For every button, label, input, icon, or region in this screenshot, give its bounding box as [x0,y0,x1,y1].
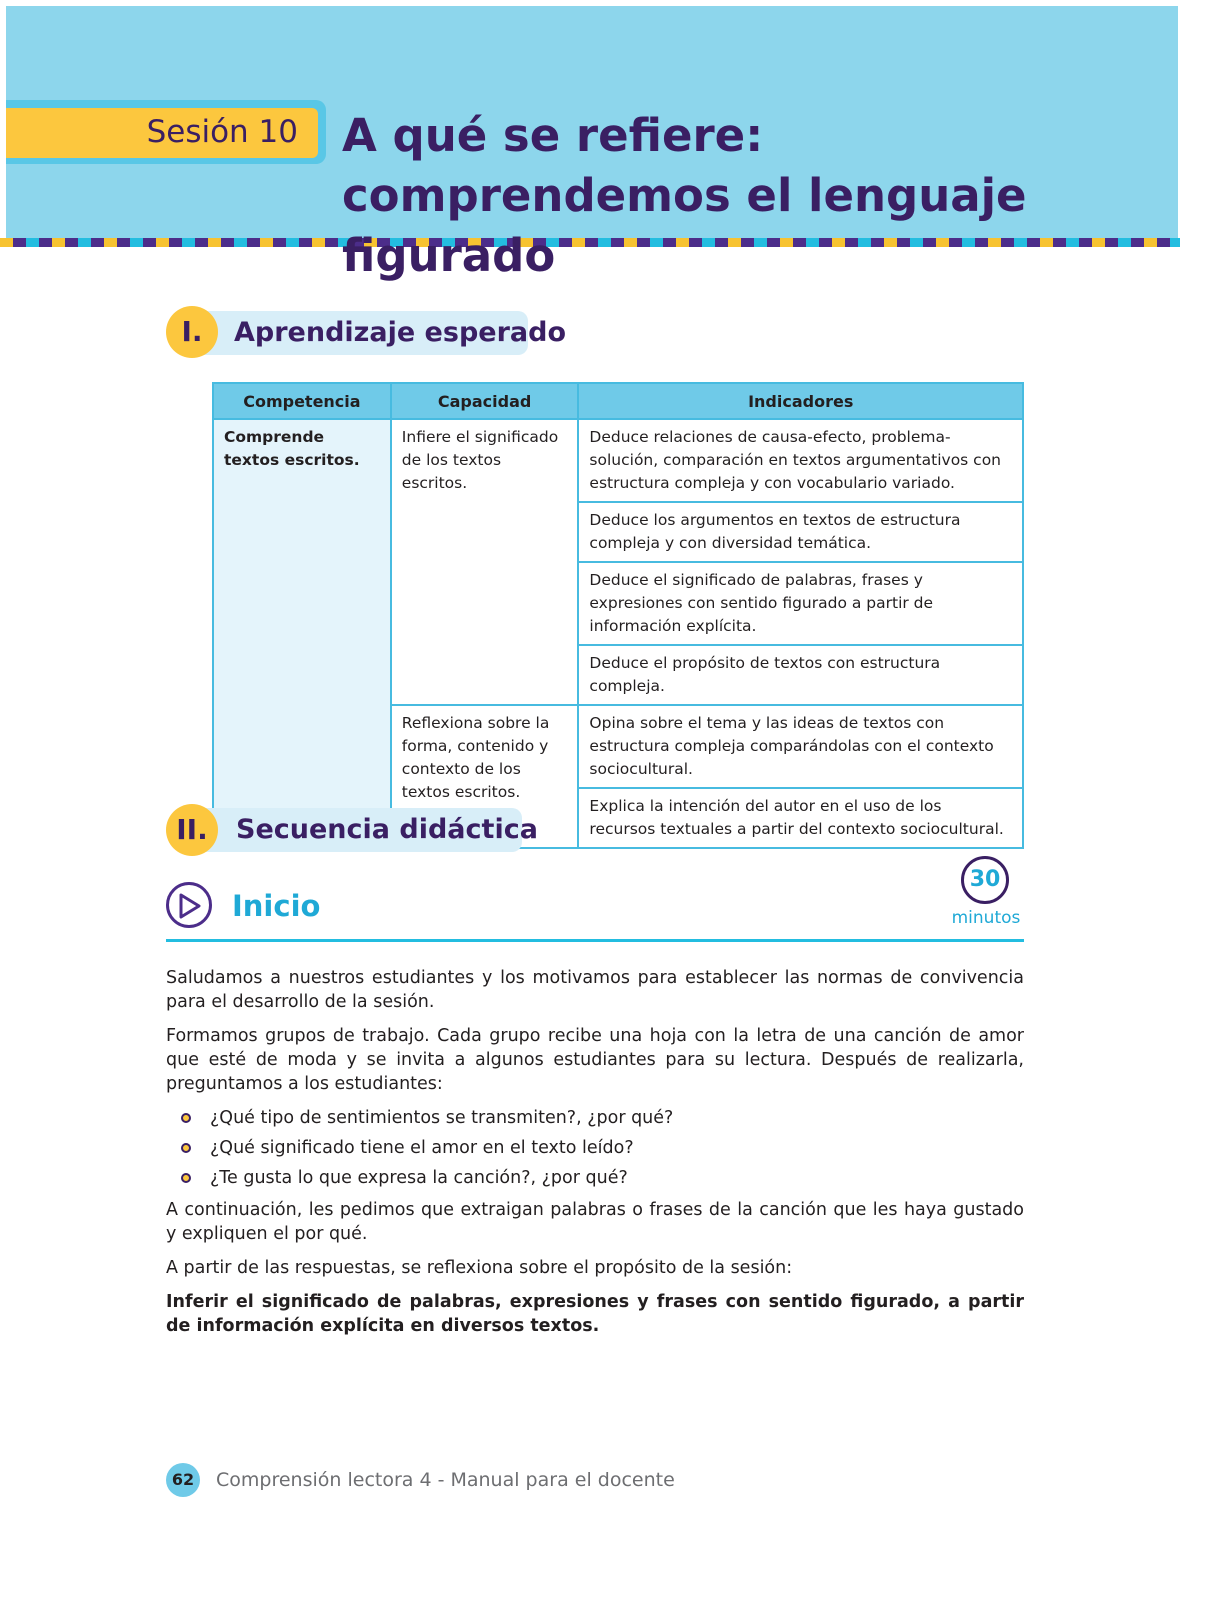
competencia-cell: Comprende textos escritos. [213,419,391,848]
page-number: 62 [166,1463,200,1497]
section-2-number: II. [166,804,218,856]
section-1-number: I. [166,306,218,358]
list-item [166,1106,1024,1130]
session-purpose: Inferir el significado de palabras, expresiones y frases con sentido figurado, a partir de información explícita en diversos textos. [166,1292,1024,1336]
question-text: ¿Qué tipo de sentimientos se transmiten?, ¿por qué? [210,1108,674,1128]
section-1-title: Aprendizaje esperado [234,317,566,348]
learning-table [212,382,1024,849]
question-text: ¿Te gusta lo que expresa la canción?, ¿por qué? [210,1168,628,1188]
question-list [166,1106,1024,1190]
section-divider [166,939,1024,942]
indicador-cell: Opina sobre el tema y las ideas de textos con estructura compleja comparándolas con el contexto sociocultural. [578,705,1023,788]
timer-value: 30 [969,867,1001,892]
indicador-cell: Deduce los argumentos en textos de estructura compleja y con diversidad temática. [578,502,1023,562]
paragraph: Saludamos a nuestros estudiantes y los motivamos para establecer las normas de convivencia para el desarrollo de la sesión. [166,968,1024,1012]
bullet-icon [181,1143,191,1153]
indicador-cell: Deduce el propósito de textos con estructura compleja. [578,645,1023,705]
indicador-cell: Deduce relaciones de causa-efecto, problema-solución, comparación en textos argumentativos con estructura compleja y con vocabulario variado. [578,419,1023,502]
indicador-cell: Explica la intención del autor en el uso de los recursos textuales a partir del contexto sociocultural. [578,788,1023,848]
page-title: A qué se refiere: comprendemos el lenguaje figurado [342,109,1027,282]
play-icon [166,882,212,928]
timer-icon [961,856,1009,904]
capacidad-cell: Reflexiona sobre la forma, contenido y contexto de los textos escritos. [391,705,579,848]
table-row [213,419,1023,502]
timer-unit: minutos [951,908,1021,928]
section-2-title: Secuencia didáctica [236,814,538,845]
table-header-row [213,383,1023,419]
inicio-title: Inicio [232,889,321,923]
capacidad-cell: Infiere el significado de los textos escritos. [391,419,579,705]
indicador-cell: Deduce el significado de palabras, frases y expresiones con sentido figurado a partir de información explícita. [578,562,1023,645]
session-badge [6,108,318,158]
paragraph: A partir de las respuestas, se reflexiona sobre el propósito de la sesión: [166,1258,793,1278]
session-label: Sesión 10 [146,114,298,150]
header-capacidad: Capacidad [391,383,579,419]
list-item [166,1136,1024,1160]
bullet-icon [181,1113,191,1123]
paragraph: A continuación, les pedimos que extraigan palabras o frases de la canción que les haya gustado y expliquen el por qué. [166,1200,1024,1244]
header-competencia: Competencia [213,383,391,419]
footer-text: Comprensión lectora 4 - Manual para el docente [216,1469,675,1491]
list-item [166,1166,1024,1190]
paragraph: Formamos grupos de trabajo. Cada grupo recibe una hoja con la letra de una canción de amor que esté de moda y se invita a algunos estudiantes para su lectura. Después de realizarla, preguntamos a los estudiantes: [166,1026,1024,1094]
header-indicadores: Indicadores [578,383,1023,419]
bullet-icon [181,1173,191,1183]
body-text [166,966,1024,1348]
question-text: ¿Qué significado tiene el amor en el texto leído? [210,1138,634,1158]
